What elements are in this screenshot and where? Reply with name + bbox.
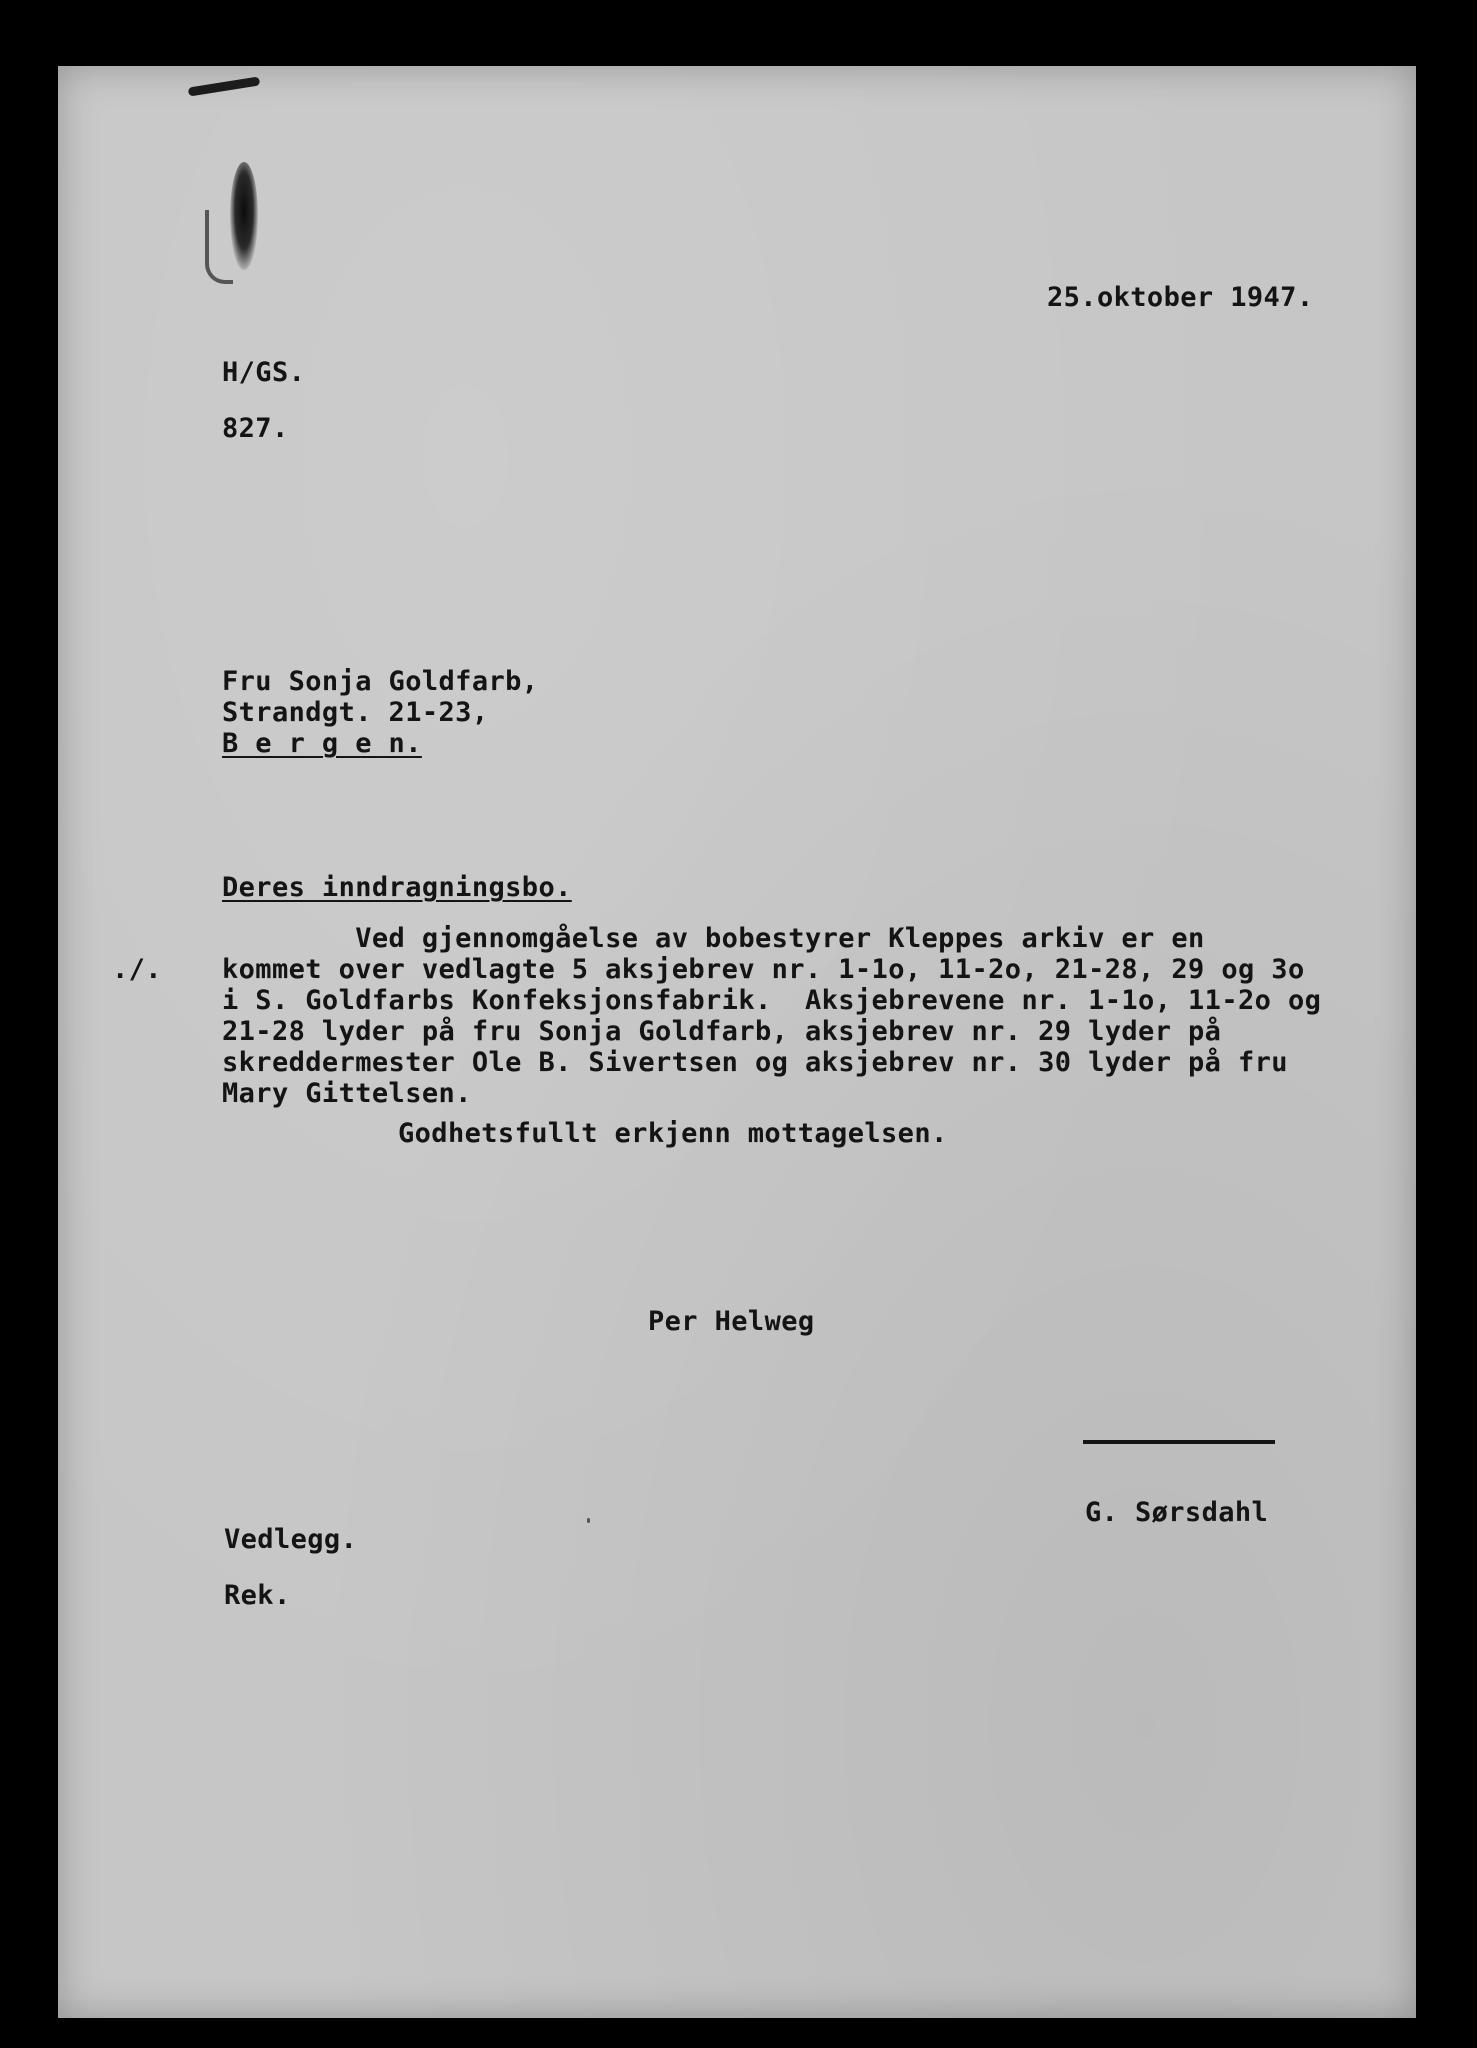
closing-request: Godhetsfullt erkjenn mottagelsen. (398, 1118, 948, 1149)
ink-blot (230, 162, 258, 270)
pencil-mark (205, 210, 233, 284)
signatory-name: Per Helweg (648, 1306, 815, 1337)
secondary-signatory: G. Sørsdahl (1085, 1497, 1269, 1528)
registered-note: Rek. (224, 1580, 291, 1611)
body-line-4: 21-28 lyder på fru Sonja Goldfarb, aksjebrev nr. 29 lyder på (222, 1016, 1222, 1047)
letter-subject: Deres inndragningsbo. (222, 872, 572, 903)
body-line-5: skreddermester Ole B. Sivertsen og aksjebrev nr. 30 lyder på fru (222, 1047, 1288, 1078)
recipient-street: Strandgt. 21-23, (222, 697, 489, 728)
enclosure-note: Vedlegg. (224, 1524, 358, 1555)
recipient-city: B e r g e n. (222, 728, 422, 759)
pencil-dot (587, 1518, 590, 1523)
body-line-3: i S. Goldfarbs Konfeksjonsfabrik. Aksjebrevene nr. 1-1o, 11-2o og (222, 985, 1322, 1016)
signature-line (1083, 1440, 1275, 1444)
body-line-1: Ved gjennomgåelse av bobestyrer Kleppes arkiv er en (222, 923, 1205, 954)
reference-initials: H/GS. (222, 357, 306, 388)
enclosure-margin-mark: ./. (112, 954, 162, 985)
recipient-name: Fru Sonja Goldfarb, (222, 666, 539, 697)
body-line-6: Mary Gittelsen. (222, 1078, 472, 1109)
body-line-2: kommet over vedlagte 5 aksjebrev nr. 1-1o, 11-2o, 21-28, 29 og 3o (222, 954, 1305, 985)
reference-number: 827. (222, 413, 289, 444)
letter-date: 25.oktober 1947. (1047, 282, 1314, 313)
